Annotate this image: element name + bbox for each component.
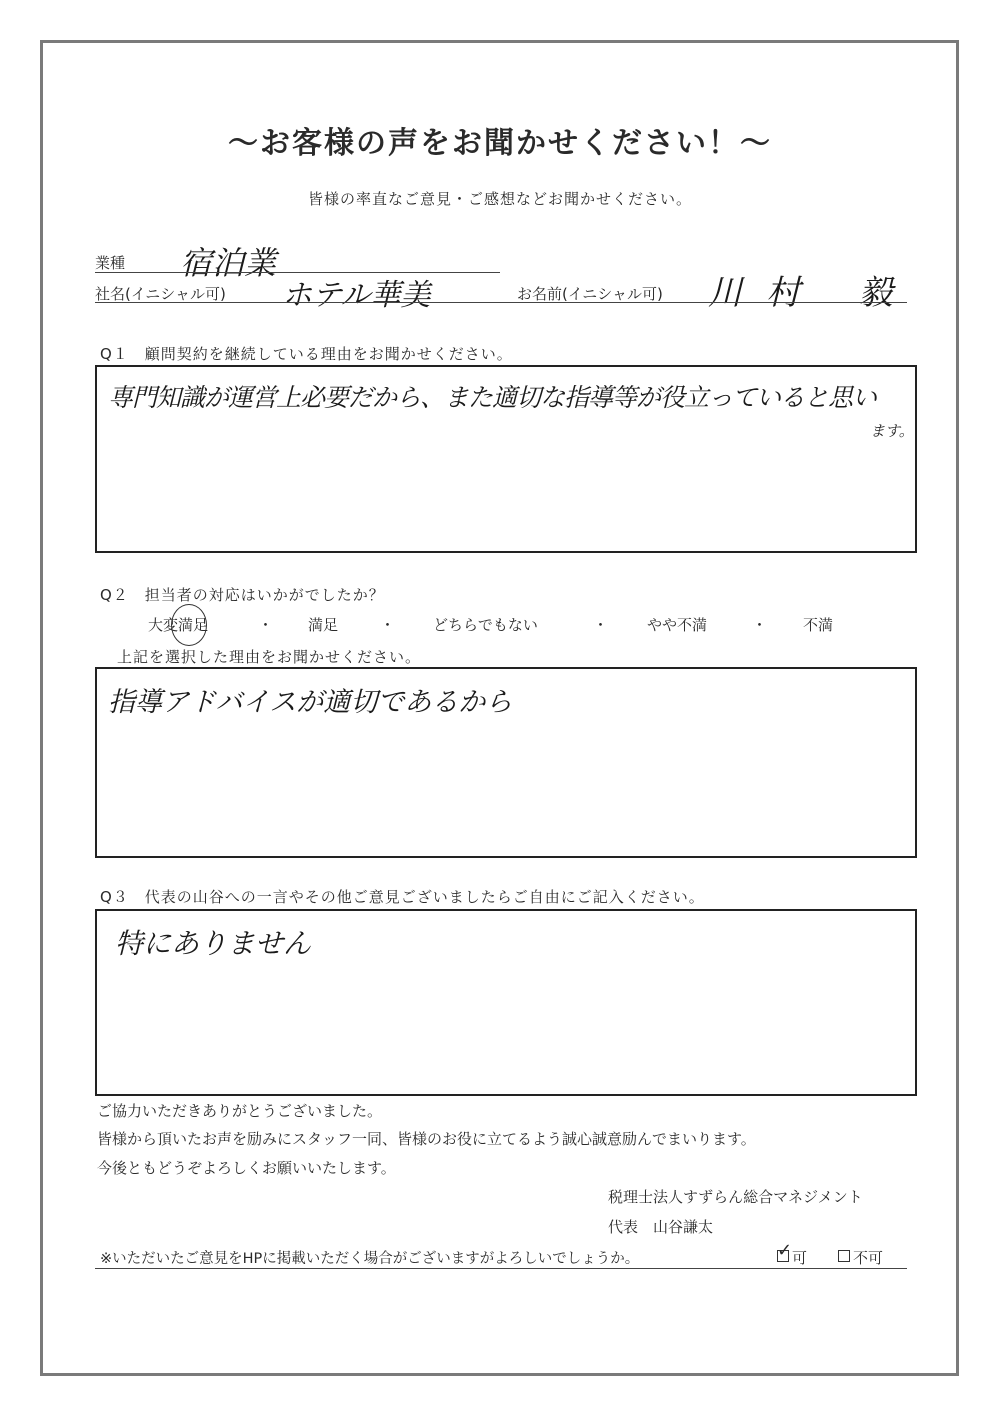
industry-label: 業種 <box>95 254 126 272</box>
q1-question: Q１ 顧問契約を継続している理由をお聞かせください。 <box>100 345 513 363</box>
q2-option-slightly-dissatisfied[interactable]: やや不満 <box>647 616 708 634</box>
q2-separator-2: ・ <box>380 616 396 634</box>
q3-question: Q３ 代表の山谷への一言やその他ご意見ございましたらご自由にご記入ください。 <box>100 888 705 906</box>
q2-separator-4: ・ <box>752 616 768 634</box>
q3-answer: 特にありません <box>115 927 312 960</box>
footer-representative: 代表 山谷謙太 <box>608 1218 714 1236</box>
footer-thanks: ご協力いただきありがとうございました。 <box>97 1102 383 1120</box>
company-value[interactable]: ホテル華美 <box>282 278 431 313</box>
q2-reason-prompt: 上記を選択した理由をお聞かせください。 <box>117 648 422 666</box>
consent-no-label: 不可 <box>853 1249 884 1267</box>
q2-separator-3: ・ <box>593 616 609 634</box>
q2-option-satisfied[interactable]: 満足 <box>308 616 339 634</box>
form-subtitle: 皆様の率直なご意見・ご感想などお聞かせください。 <box>307 190 692 208</box>
q2-separator-1: ・ <box>258 616 274 634</box>
footer-closing: 今後ともどうぞよろしくお願いいたします。 <box>97 1159 396 1177</box>
consent-yes-label: 可 <box>792 1249 808 1267</box>
q2-answer: 指導アドバイスが適切であるから <box>108 687 513 718</box>
check-mark-icon: ✓ <box>777 1240 793 1261</box>
q2-option-dissatisfied[interactable]: 不満 <box>803 616 834 634</box>
consent-question: ※いただいたご意見をHPに掲載いただく場合がございますがよろしいでしょうか。 <box>100 1251 640 1267</box>
footer-message: 皆様から頂いたお声を励みにスタッフ一同、皆様のお役に立てるよう誠心誠意励んでまいります。 <box>97 1130 756 1148</box>
q2-option-very-satisfied[interactable]: 大変満足 <box>148 616 209 634</box>
industry-value[interactable]: 宿泊業 <box>180 244 277 282</box>
consent-no-checkbox[interactable] <box>838 1250 850 1262</box>
q2-selection-circle <box>171 604 207 646</box>
consent-underline <box>95 1268 907 1269</box>
name-label: お名前(イニシャル可) <box>517 285 663 303</box>
q2-option-neutral[interactable]: どちらでもない <box>433 616 538 634</box>
q1-answer-line1: 専門知識が運営上必要だから、また適切な指導等が役立っていると思い <box>108 383 877 412</box>
company-label: 社名(イニシャル可) <box>95 285 226 303</box>
form-title: ～お客様の声をお聞かせください！～ <box>228 126 772 161</box>
q2-question: Q２ 担当者の対応はいかがでしたか？ <box>100 586 385 604</box>
footer-company: 税理士法人すずらん総合マネジメント <box>608 1188 863 1206</box>
company-name-underline <box>95 302 907 303</box>
q1-answer-line2: ます。 <box>870 422 914 440</box>
name-value[interactable]: 川村 毅 <box>708 273 917 313</box>
